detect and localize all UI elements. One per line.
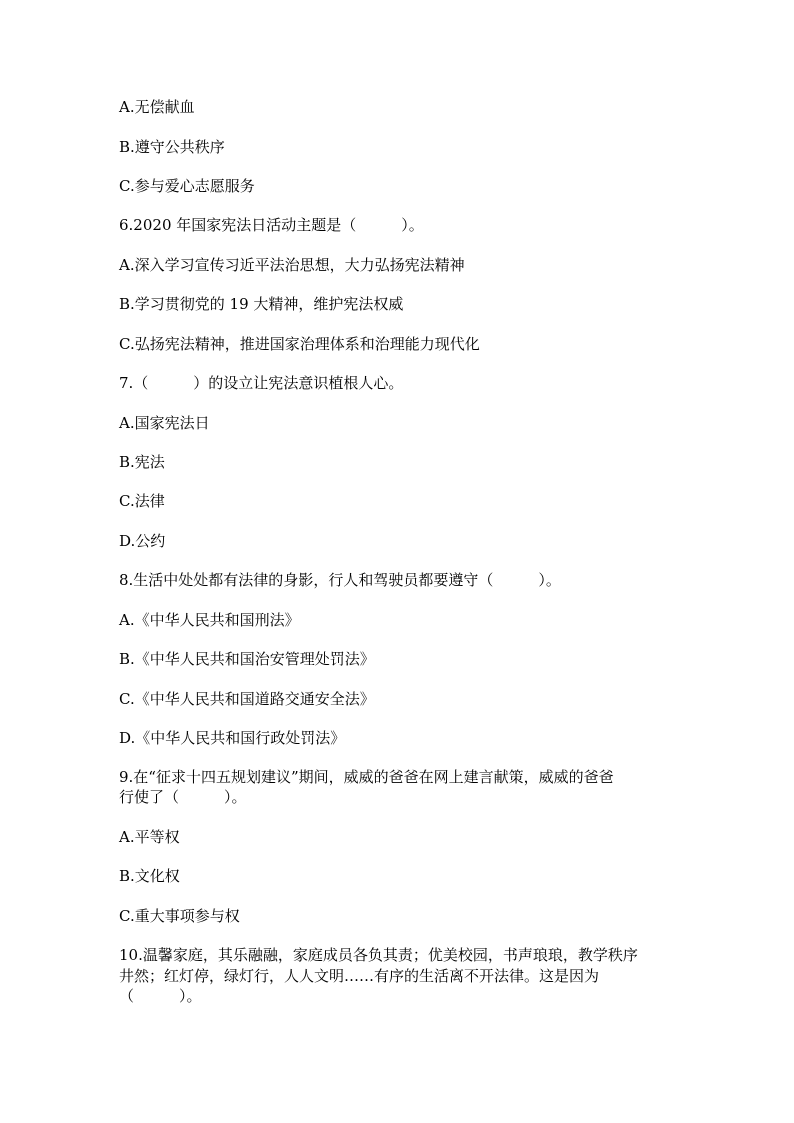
question-10-line-3: （ ）。 (119, 987, 202, 1005)
option-b-q5: B.遵守公共秩序 (119, 138, 225, 156)
option-d-q7: D.公约 (119, 532, 166, 550)
option-c-q9: C.重大事项参与权 (119, 907, 240, 925)
option-b-q8: B.《中华人民共和国治安管理处罚法》 (119, 650, 375, 668)
option-c-q6: C.弘扬宪法精神，推进国家治理体系和治理能力现代化 (119, 335, 480, 353)
option-d-q8: D.《中华人民共和国行政处罚法》 (119, 729, 346, 747)
option-b-q9: B.文化权 (119, 867, 180, 885)
option-c-q8: C.《中华人民共和国道路交通安全法》 (119, 690, 375, 708)
option-a-q6: A.深入学习宣传习近平法治思想，大力弘扬宪法精神 (119, 256, 465, 274)
question-7: 7.（ ）的设立让宪法意识植根人心。 (119, 374, 404, 392)
option-b-q7: B.宪法 (119, 453, 165, 471)
question-6: 6.2020 年国家宪法日活动主题是（ ）。 (119, 216, 424, 234)
option-b-q6: B.学习贯彻党的 19 大精神，维护宪法权威 (119, 295, 404, 313)
option-a-q7: A.国家宪法日 (119, 414, 210, 432)
question-10-line-2: 井然；红灯停，绿灯行，人人文明……有序的生活离不开法律。这是因为 (119, 967, 600, 985)
option-a-q5: A.无偿献血 (119, 98, 195, 116)
option-c-q7: C.法律 (119, 492, 165, 510)
question-9-line-1: 9.在“征求十四五规划建议”期间，威威的爸爸在网上建言献策，威威的爸爸 (119, 768, 614, 786)
option-c-q5: C.参与爱心志愿服务 (119, 177, 255, 195)
option-a-q8: A.《中华人民共和国刑法》 (119, 611, 300, 629)
question-8: 8.生活中处处都有法律的身影，行人和驾驶员都要遵守（ ）。 (119, 571, 561, 589)
option-a-q9: A.平等权 (119, 828, 180, 846)
question-9-line-2: 行使了（ ）。 (119, 788, 247, 806)
question-10-line-1: 10.温馨家庭，其乐融融，家庭成员各负其责；优美校园，书声琅琅，教学秩序 (119, 946, 638, 964)
